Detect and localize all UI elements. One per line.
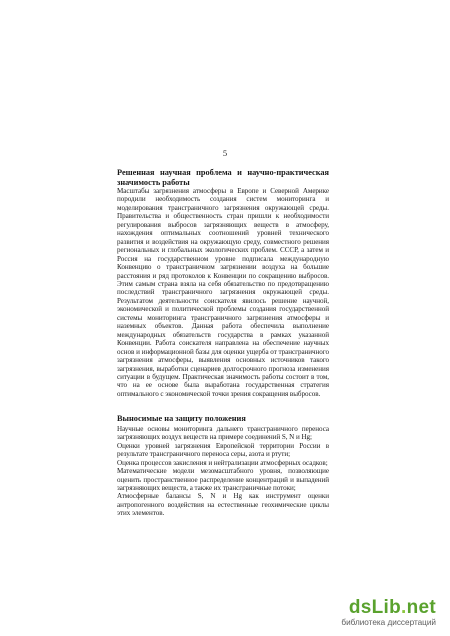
watermark-subtitle: библиотека диссертаций xyxy=(341,618,436,627)
list-item: Научные основы мониторинга дальнего трансграничного переноса загрязняющих воздух веществ на примере соединений S, N и Hg; xyxy=(117,424,329,442)
section-scientific-problem xyxy=(117,168,329,398)
document-body xyxy=(117,168,329,518)
watermark xyxy=(336,598,436,628)
list-item: Оценки уровней загрязнения Европейской территории России в результате трансграничного переноса серы, азота и ртути; xyxy=(117,441,329,459)
list-item: Оценка процессов закисления и нейтрализации атмосферных осадков; xyxy=(117,458,328,467)
page-number: 5 xyxy=(222,148,228,158)
section-heading-provisions: Выносимые на защиту положения xyxy=(117,414,246,424)
section-defense-provisions xyxy=(117,414,329,517)
section-heading-problem: Решенная научная проблема и научно-практическая значимость работы xyxy=(117,168,329,187)
list-item: Атмосферные балансы S, N и Hg как инструмент оценки антропогенного воздействия на естественные геохимические циклы этих элементов. xyxy=(117,492,329,518)
watermark-logo: dsLib.net xyxy=(348,597,436,618)
section-body-problem: Масштабы загрязнения атмосферы в Европе и Северной Америке породили необходимость создания систем мониторинга и моделирования трансграничного загрязнения окружающей среды. Правительства и общественность стран пришли к необходимости регулирования выбросов загрязняющих веществ в атмосферу, нахождения оптимальных соотношений уровней технического развития и воздействия на окружающую среду, совместного решения региональных и глобальных экологических проблем. СССР, а затем и Россия на государственном уровне подписала международную Конвенцию о трансграничном загрязнении воздуха на большие расстояния и ряд протоколов к Конвенции по сокращению выбросов. Этим самым страна взяла на себя обязательство по предотвращению последствий трансграничного загрязнения окружающей среды. Результатом деятельности соискателя явилось решение научной, экономической и политической проблемы создания государственной системы мониторинга трансграничного загрязнения атмосферы и наземных объектов. Данная работа обеспечила выполнение международных обязательств государства в рамках указанной Конвенции. Работа соискателя направлена на обеспечение научных основ и информационной базы для оценки ущерба от трансграничного загрязнения атмосферы, выявления основных источников такого загрязнения, выработки сценариев долгосрочного прогноза изменения ситуации в будущем. Практическая значимость работы состоит в том, что на ее основе была выработана государственная стратегия оптимального с экономической точки зрения сокращения выбросов. xyxy=(117,187,329,398)
list-item: Математические модели мезомасштабного уровня, позволяющие оценить пространственное распределение концентраций и выпадений загрязняющих веществ, а также их трансграничные потоки; xyxy=(117,467,329,492)
provisions-list xyxy=(117,425,329,518)
